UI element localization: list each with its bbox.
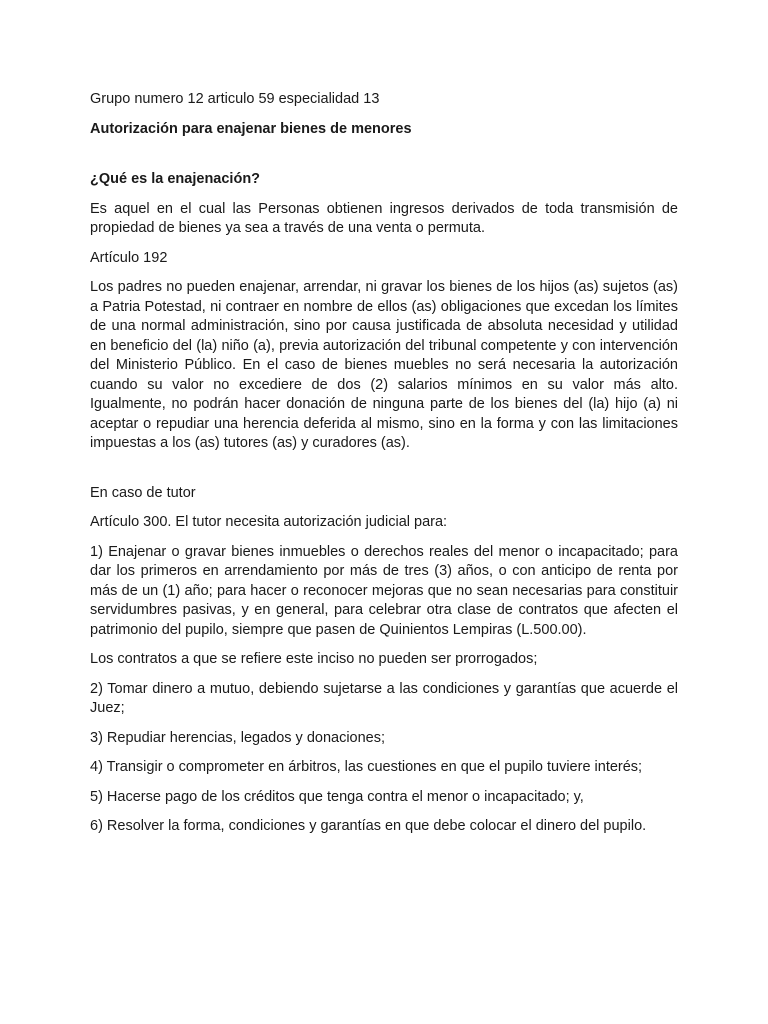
- document-page: [90, 90, 678, 847]
- article-192-heading: Artículo 192: [90, 249, 168, 266]
- definition-paragraph: Es aquel en el cual las Personas obtienen ingresos derivados de toda transmisión de propiedad de bienes ya sea a través de una venta o permuta.: [90, 200, 678, 236]
- list-item-5: 5) Hacerse pago de los créditos que tenga contra el menor o incapacitado; y,: [90, 788, 584, 805]
- header-line: Grupo numero 12 articulo 59 especialidad 13: [90, 91, 380, 107]
- contracts-note: Los contratos a que se refiere este inciso no pueden ser prorrogados;: [90, 651, 538, 667]
- list-item-4: 4) Transigir o comprometer en árbitros, las cuestiones en que el pupilo tuviere interés;: [90, 759, 643, 775]
- document-title: Autorización para enajenar bienes de menores: [90, 120, 412, 137]
- list-item-2: 2) Tomar dinero a mutuo, debiendo sujetarse a las condiciones y garantías que acuerde el Juez;: [90, 680, 678, 716]
- article-300-intro: Artículo 300. El tutor necesita autorización judicial para:: [90, 514, 448, 530]
- list-item-3: 3) Repudiar herencias, legados y donaciones;: [90, 729, 386, 746]
- article-192-paragraph: Los padres no pueden enajenar, arrendar, ni gravar los bienes de los hijos (as) sujetos (as) a Patria Potestad, ni contraer en nombre de ellos (as) obligaciones que excedan los límites de una normal administración, sino por causa justificada de absoluta necesidad y utilidad en beneficio del (la) niño (a), previa autorización del tribunal competente y con intervención del Ministerio Público. En el caso de bienes muebles no será necesaria la autorización cuando su valor no excediere de dos (2) salarios mínimos en su valor más alto. Igualmente, no podrán hacer donación de ninguna parte de los bienes del (la) hijo (a) ni aceptar o repudiar una herencia deferida al mismo, sino en la forma y con las limitaciones impuestas a los (as) tutores (as) y curadores (as).: [90, 279, 678, 451]
- list-item-6: 6) Resolver la forma, condiciones y garantías en que debe colocar el dinero del pupilo.: [90, 818, 647, 834]
- question-heading: ¿Qué es la enajenación?: [90, 171, 261, 187]
- tutor-heading: En caso de tutor: [90, 484, 196, 501]
- list-item-1: 1) Enajenar o gravar bienes inmuebles o derechos reales del menor o incapacitado; para dar los primeros en arrendamiento por más de tres (3) años, o con anticipo de renta por más de un (1) año; para hacer o reconocer mejoras que no sean necesarias para constituir servidumbres pasivas, y en general, para celebrar otra clase de contratos que afecten el patrimonio del pupilo, siempre que pasen de Quinientos Lempiras (L.500.00).: [90, 543, 678, 638]
